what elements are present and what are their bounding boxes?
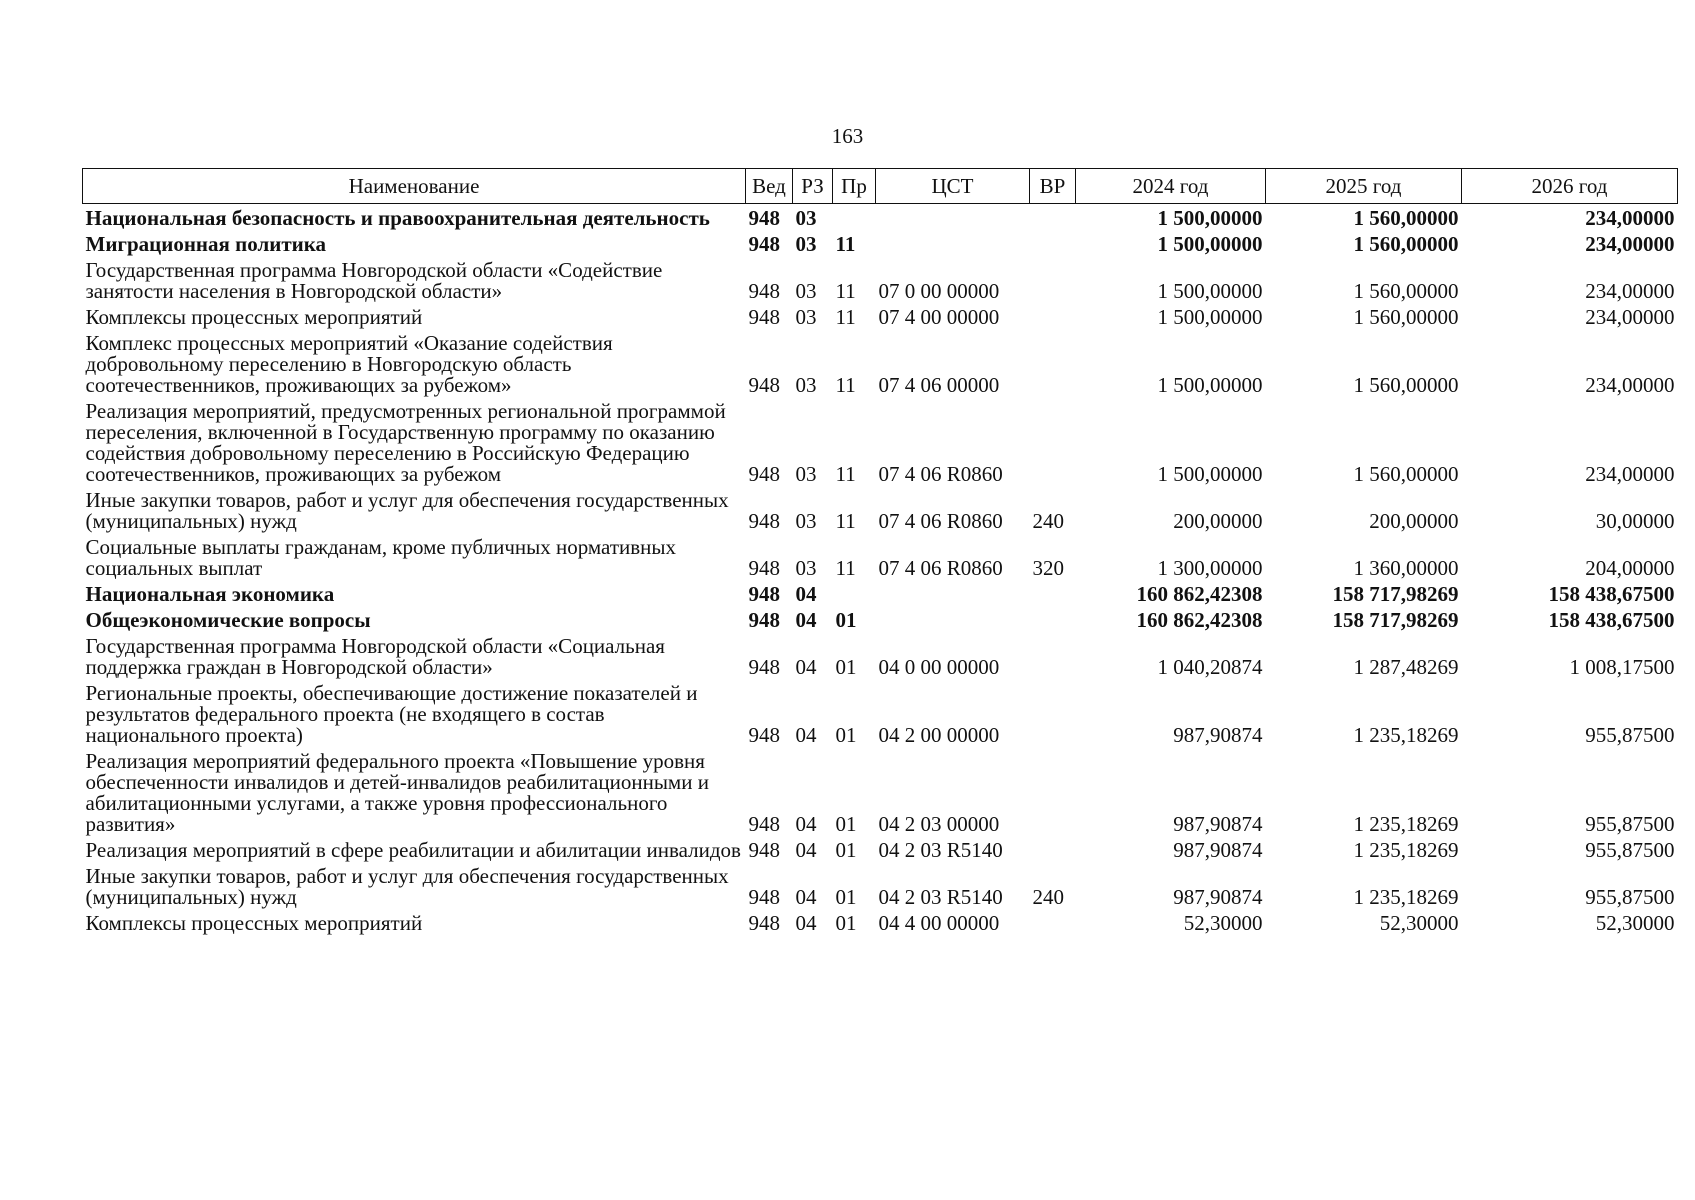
row-vr <box>1030 580 1076 606</box>
row-amount-2024: 200,00000 <box>1173 509 1263 533</box>
table-row <box>83 329 1678 397</box>
header-vr: ВР <box>1030 169 1076 204</box>
row-ved: 948 <box>748 838 780 862</box>
row-amount-2026: 158 438,67500 <box>1548 582 1675 606</box>
row-amount-2025: 158 717,98269 <box>1332 608 1459 632</box>
row-amount-2025: 1 235,18269 <box>1353 812 1459 836</box>
row-vr <box>1030 606 1076 632</box>
row-cst <box>876 230 1030 256</box>
row-amount-2026: 955,87500 <box>1585 723 1675 747</box>
row-name: Социальные выплаты гражданам, кроме публичных нормативных социальных выплат <box>85 535 677 580</box>
row-amount-2025: 1 235,18269 <box>1353 723 1459 747</box>
row-rz: 03 <box>795 373 817 397</box>
row-pr: 01 <box>835 812 857 836</box>
row-ved: 948 <box>748 206 780 230</box>
row-vr: 240 <box>1032 885 1064 909</box>
table-row <box>83 204 1678 231</box>
row-amount-2025: 1 235,18269 <box>1353 838 1459 862</box>
table-row <box>83 632 1678 679</box>
table-row <box>83 747 1678 836</box>
row-amount-2025: 1 287,48269 <box>1353 655 1459 679</box>
row-amount-2024: 1 500,00000 <box>1157 232 1263 256</box>
row-name: Национальная экономика <box>85 582 335 606</box>
row-name: Реализация мероприятий, предусмотренных региональной программой переселения, включенной в Государственную программу по оказанию содействия добровольному переселению в Российскую Федерацию соотечественников, проживающих за рубежом <box>85 399 726 486</box>
row-ved: 948 <box>748 305 780 329</box>
header-rz: РЗ <box>793 169 833 204</box>
row-vr: 240 <box>1032 509 1064 533</box>
table-row <box>83 486 1678 533</box>
row-amount-2024: 987,90874 <box>1173 885 1263 909</box>
row-name: Государственная программа Новгородской области «Содействие занятости населения в Новгородской области» <box>85 258 663 303</box>
row-pr: 11 <box>835 373 856 397</box>
row-amount-2025: 1 560,00000 <box>1353 462 1459 486</box>
row-amount-2024: 160 862,42308 <box>1136 582 1263 606</box>
row-rz: 04 <box>795 723 817 747</box>
row-name: Комплексы процессных мероприятий <box>85 911 423 935</box>
row-rz: 03 <box>795 206 817 230</box>
row-cst <box>876 580 1030 606</box>
row-amount-2026: 30,00000 <box>1595 509 1675 533</box>
row-name: Национальная безопасность и правоохранительная деятельность <box>85 206 710 230</box>
row-amount-2026: 158 438,67500 <box>1548 608 1675 632</box>
row-amount-2026: 234,00000 <box>1585 462 1675 486</box>
row-amount-2025: 1 560,00000 <box>1353 232 1459 256</box>
table-row <box>83 679 1678 747</box>
row-name: Иные закупки товаров, работ и услуг для обеспечения государственных (муниципальных) нужд <box>85 864 729 909</box>
table-row <box>83 580 1678 606</box>
row-amount-2024: 1 500,00000 <box>1157 373 1263 397</box>
row-amount-2026: 234,00000 <box>1585 232 1675 256</box>
row-amount-2025: 1 560,00000 <box>1353 206 1459 230</box>
row-pr: 01 <box>835 911 857 935</box>
row-amount-2025: 52,30000 <box>1379 911 1459 935</box>
header-2024: 2024 год <box>1076 169 1266 204</box>
row-cst: 07 4 00 00000 <box>878 305 1000 329</box>
row-pr: 11 <box>835 462 856 486</box>
row-vr <box>1030 256 1076 303</box>
header-cst: ЦСТ <box>876 169 1030 204</box>
table-row <box>83 606 1678 632</box>
row-amount-2026: 955,87500 <box>1585 838 1675 862</box>
row-name: Общеэкономические вопросы <box>85 608 371 632</box>
table-row <box>83 836 1678 862</box>
row-amount-2024: 1 500,00000 <box>1157 206 1263 230</box>
row-ved: 948 <box>748 723 780 747</box>
row-name: Реализация мероприятий федерального проекта «Повышение уровня обеспеченности инвалидов и детей-инвалидов реабилитационными и абилитационными услугами, а также уровня профессионального развития» <box>85 749 709 836</box>
table-row <box>83 862 1678 909</box>
row-amount-2026: 52,30000 <box>1595 911 1675 935</box>
row-cst: 07 4 06 00000 <box>878 373 1000 397</box>
table-header-row <box>83 169 1678 204</box>
row-pr: 01 <box>835 655 857 679</box>
row-rz: 03 <box>795 279 817 303</box>
header-2026: 2026 год <box>1462 169 1678 204</box>
row-cst: 07 4 06 R0860 <box>878 509 1003 533</box>
row-amount-2026: 955,87500 <box>1585 812 1675 836</box>
row-amount-2025: 1 560,00000 <box>1353 279 1459 303</box>
row-rz: 03 <box>795 462 817 486</box>
table-row <box>83 533 1678 580</box>
row-name: Миграционная политика <box>85 232 327 256</box>
row-vr: 320 <box>1032 556 1064 580</box>
row-vr <box>1030 204 1076 231</box>
row-amount-2024: 160 862,42308 <box>1136 608 1263 632</box>
row-vr <box>1030 909 1076 935</box>
row-amount-2024: 987,90874 <box>1173 812 1263 836</box>
row-pr <box>833 580 876 606</box>
row-pr: 11 <box>835 232 856 256</box>
row-pr: 11 <box>835 556 856 580</box>
row-rz: 03 <box>795 232 817 256</box>
row-ved: 948 <box>748 509 780 533</box>
row-rz: 03 <box>795 509 817 533</box>
row-rz: 04 <box>795 582 817 606</box>
row-amount-2024: 1 500,00000 <box>1157 279 1263 303</box>
row-amount-2026: 234,00000 <box>1585 206 1675 230</box>
row-amount-2025: 200,00000 <box>1369 509 1459 533</box>
row-rz: 03 <box>795 305 817 329</box>
row-amount-2026: 234,00000 <box>1585 305 1675 329</box>
row-amount-2026: 204,00000 <box>1585 556 1675 580</box>
row-cst: 04 2 03 R5140 <box>878 885 1003 909</box>
row-cst: 07 4 06 R0860 <box>878 556 1003 580</box>
row-amount-2025: 1 560,00000 <box>1353 373 1459 397</box>
row-cst <box>876 204 1030 231</box>
row-amount-2024: 1 040,20874 <box>1157 655 1263 679</box>
row-cst: 04 2 00 00000 <box>878 723 1000 747</box>
row-name: Комплексы процессных мероприятий <box>85 305 423 329</box>
row-pr: 01 <box>835 885 857 909</box>
row-vr <box>1030 836 1076 862</box>
header-ved: Вед <box>746 169 793 204</box>
row-amount-2025: 1 235,18269 <box>1353 885 1459 909</box>
row-vr <box>1030 303 1076 329</box>
table-row <box>83 397 1678 486</box>
row-ved: 948 <box>748 232 780 256</box>
row-ved: 948 <box>748 812 780 836</box>
row-amount-2026: 234,00000 <box>1585 279 1675 303</box>
row-amount-2025: 1 560,00000 <box>1353 305 1459 329</box>
row-amount-2024: 1 500,00000 <box>1157 305 1263 329</box>
row-cst: 04 2 03 00000 <box>878 812 1000 836</box>
row-amount-2026: 955,87500 <box>1585 885 1675 909</box>
row-amount-2026: 1 008,17500 <box>1569 655 1675 679</box>
row-name: Комплекс процессных мероприятий «Оказание содействия добровольному переселению в Новгородскую область соотечественников, проживающих за рубежом» <box>85 331 613 397</box>
row-amount-2024: 987,90874 <box>1173 838 1263 862</box>
row-cst: 04 4 00 00000 <box>878 911 1000 935</box>
row-rz: 04 <box>795 911 817 935</box>
row-ved: 948 <box>748 885 780 909</box>
table-row <box>83 303 1678 329</box>
row-name: Государственная программа Новгородской области «Социальная поддержка граждан в Новгородской области» <box>85 634 665 679</box>
row-ved: 948 <box>748 279 780 303</box>
budget-table <box>82 168 1678 935</box>
header-2025: 2025 год <box>1266 169 1462 204</box>
row-rz: 04 <box>795 838 817 862</box>
row-ved: 948 <box>748 556 780 580</box>
row-pr <box>833 204 876 231</box>
header-name: Наименование <box>83 169 746 204</box>
page-number: 163 <box>831 124 864 148</box>
row-cst: 04 2 03 R5140 <box>878 838 1003 862</box>
row-rz: 03 <box>795 556 817 580</box>
row-amount-2025: 1 360,00000 <box>1353 556 1459 580</box>
row-pr: 11 <box>835 305 856 329</box>
table-row <box>83 909 1678 935</box>
row-vr <box>1030 397 1076 486</box>
row-pr: 11 <box>835 279 856 303</box>
row-cst: 04 0 00 00000 <box>878 655 1000 679</box>
row-pr: 01 <box>835 608 857 632</box>
header-pr: Пр <box>833 169 876 204</box>
table-row <box>83 230 1678 256</box>
row-amount-2024: 1 500,00000 <box>1157 462 1263 486</box>
row-amount-2025: 158 717,98269 <box>1332 582 1459 606</box>
row-name: Иные закупки товаров, работ и услуг для обеспечения государственных (муниципальных) нужд <box>85 488 729 533</box>
row-ved: 948 <box>748 373 780 397</box>
row-vr <box>1030 329 1076 397</box>
row-pr: 11 <box>835 509 856 533</box>
row-amount-2026: 234,00000 <box>1585 373 1675 397</box>
row-ved: 948 <box>748 655 780 679</box>
table-row <box>83 256 1678 303</box>
row-rz: 04 <box>795 655 817 679</box>
row-ved: 948 <box>748 911 780 935</box>
row-amount-2024: 987,90874 <box>1173 723 1263 747</box>
table-body <box>83 204 1678 936</box>
row-rz: 04 <box>795 812 817 836</box>
row-ved: 948 <box>748 608 780 632</box>
row-rz: 04 <box>795 885 817 909</box>
row-vr <box>1030 632 1076 679</box>
row-pr: 01 <box>835 838 857 862</box>
row-cst: 07 0 00 00000 <box>878 279 1000 303</box>
row-vr <box>1030 230 1076 256</box>
row-cst <box>876 606 1030 632</box>
row-amount-2024: 1 300,00000 <box>1157 556 1263 580</box>
row-name: Региональные проекты, обеспечивающие достижение показателей и результатов федерального проекта (не входящего в состав национального проекта) <box>85 681 698 747</box>
row-name: Реализация мероприятий в сфере реабилитации и абилитации инвалидов <box>85 838 741 862</box>
row-pr: 01 <box>835 723 857 747</box>
row-amount-2024: 52,30000 <box>1183 911 1263 935</box>
row-ved: 948 <box>748 582 780 606</box>
row-vr <box>1030 747 1076 836</box>
row-ved: 948 <box>748 462 780 486</box>
row-cst: 07 4 06 R0860 <box>878 462 1003 486</box>
row-vr <box>1030 679 1076 747</box>
row-rz: 04 <box>795 608 817 632</box>
